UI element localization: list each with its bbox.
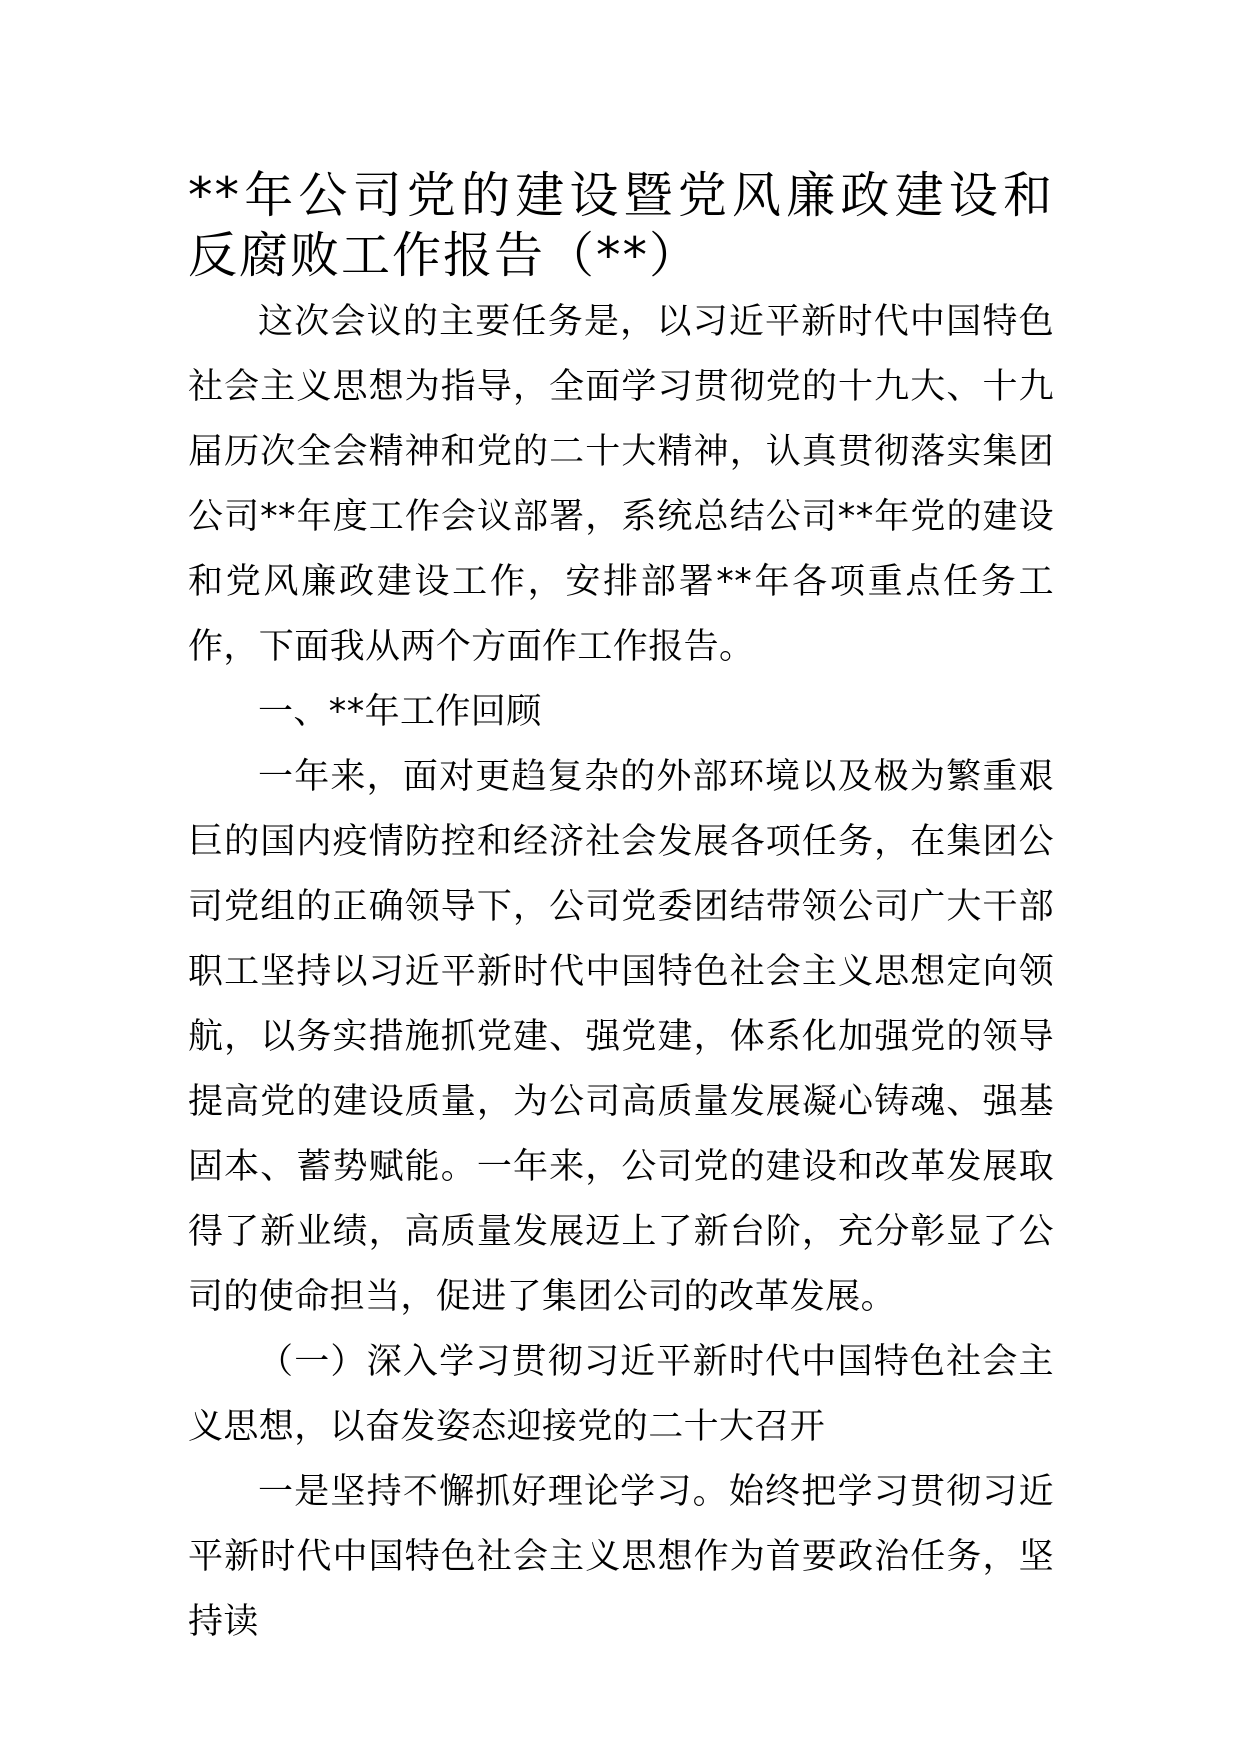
document-page [188, 0, 1054, 1754]
intro-paragraph: 这次会议的主要任务是，以习近平新时代中国特色社会主义思想为指导，全面学习贯彻党的十九大、十九届历次全会精神和党的二十大精神，认真贯彻落实集团公司**年度工作会议部署，系统总结公司**年党的建设和党风廉政建设工作，安排部署**年各项重点任务工作，下面我从两个方面作工作报告。 [188, 302, 1054, 667]
review-paragraph: 一年来，面对更趋复杂的外部环境以及极为繁重艰巨的国内疫情防控和经济社会发展各项任务，在集团公司党组的正确领导下，公司党委团结带领公司广大干部职工坚持以习近平新时代中国特色社会主义思想定向领航，以务实措施抓党建、强党建，体系化加强党的领导提高党的建设质量，为公司高质量发展凝心铸魂、强基固本、蓄势赋能。一年来，公司党的建设和改革发展取得了新业绩，高质量发展迈上了新台阶，充分彰显了公司的使命担当，促进了集团公司的改革发展。 [188, 757, 1054, 1317]
document-title: **年公司党的建设暨党风廉政建设和反腐败工作报告（**） [188, 167, 1054, 284]
section-heading-review: 一、**年工作回顾 [258, 692, 542, 732]
subsection-heading-1: （一）深入学习贯彻习近平新时代中国特色社会主义思想，以奋发姿态迎接党的二十大召开 [188, 1342, 1054, 1447]
theory-study-paragraph: 一是坚持不懈抓好理论学习。始终把学习贯彻习近平新时代中国特色社会主义思想作为首要政治任务，坚持读 [188, 1472, 1054, 1642]
document-body [188, 290, 1054, 1655]
